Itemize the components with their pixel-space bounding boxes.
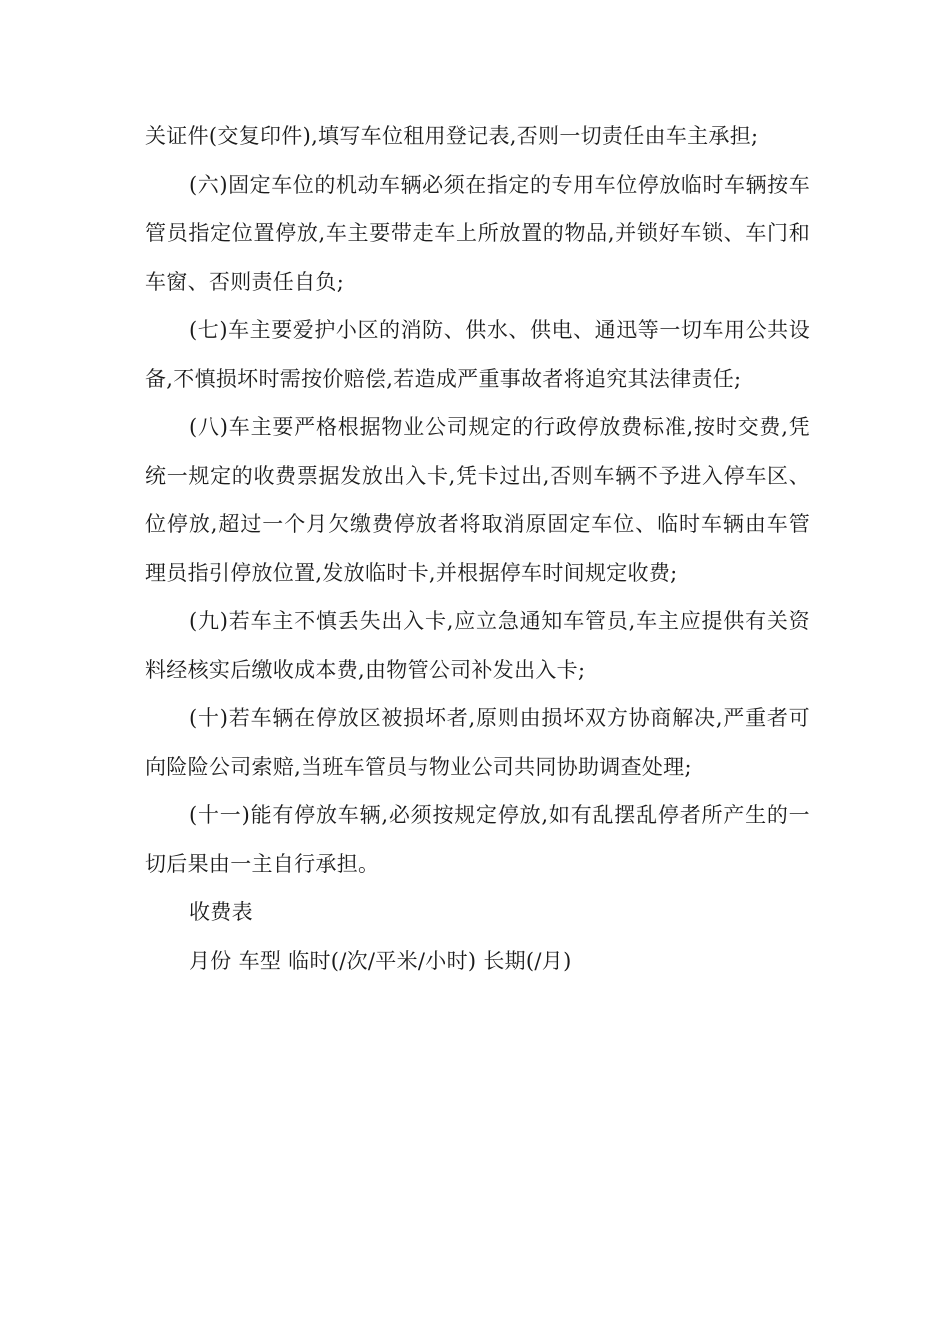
paragraph-item-7: (七)车主要爱护小区的消防、供水、供电、通迅等一切车用公共设备,不慎损坏时需按价赔偿,若造成严重事故者将追究其法律责任; [145,318,810,391]
paragraph-item-10: (十)若车辆在停放区被损坏者,原则由损坏双方协商解决,严重者可向险险公司索赔,当班车管员与物业公司共同协助调查处理; [145,706,810,779]
fee-table-heading: 收费表 [189,900,253,924]
document-body [145,112,810,985]
fee-table-header-row: 月份 车型 临时(/次/平米/小时) 长期(/月) [189,948,572,973]
paragraph-item-8: (八)车主要严格根据物业公司规定的行政停放费标准,按时交费,凭统一规定的收费票据发放出入卡,凭卡过出,否则车辆不予进入停车区、位停放,超过一个月欠缴费停放者将取消原固定车位、临时车辆由车管理员指引停放位置,发放临时卡,并根据停车时间规定收费; [145,415,810,585]
paragraph-item-9: (九)若车主不慎丢失出入卡,应立急通知车管员,车主应提供有关资料经核实后缴收成本费,由物管公司补发出入卡; [145,609,810,682]
paragraph-item-6: (六)固定车位的机动车辆必须在指定的专用车位停放临时车辆按车管员指定位置停放,车主要带走车上所放置的物品,并锁好车锁、车门和车窗、否则责任自负; [145,172,810,294]
paragraph-continuation: 关证件(交复印件),填写车位租用登记表,否则一切责任由车主承担; [145,124,759,148]
paragraph-item-11: (十一)能有停放车辆,必须按规定停放,如有乱摆乱停者所产生的一切后果由一主自行承担。 [145,803,810,876]
